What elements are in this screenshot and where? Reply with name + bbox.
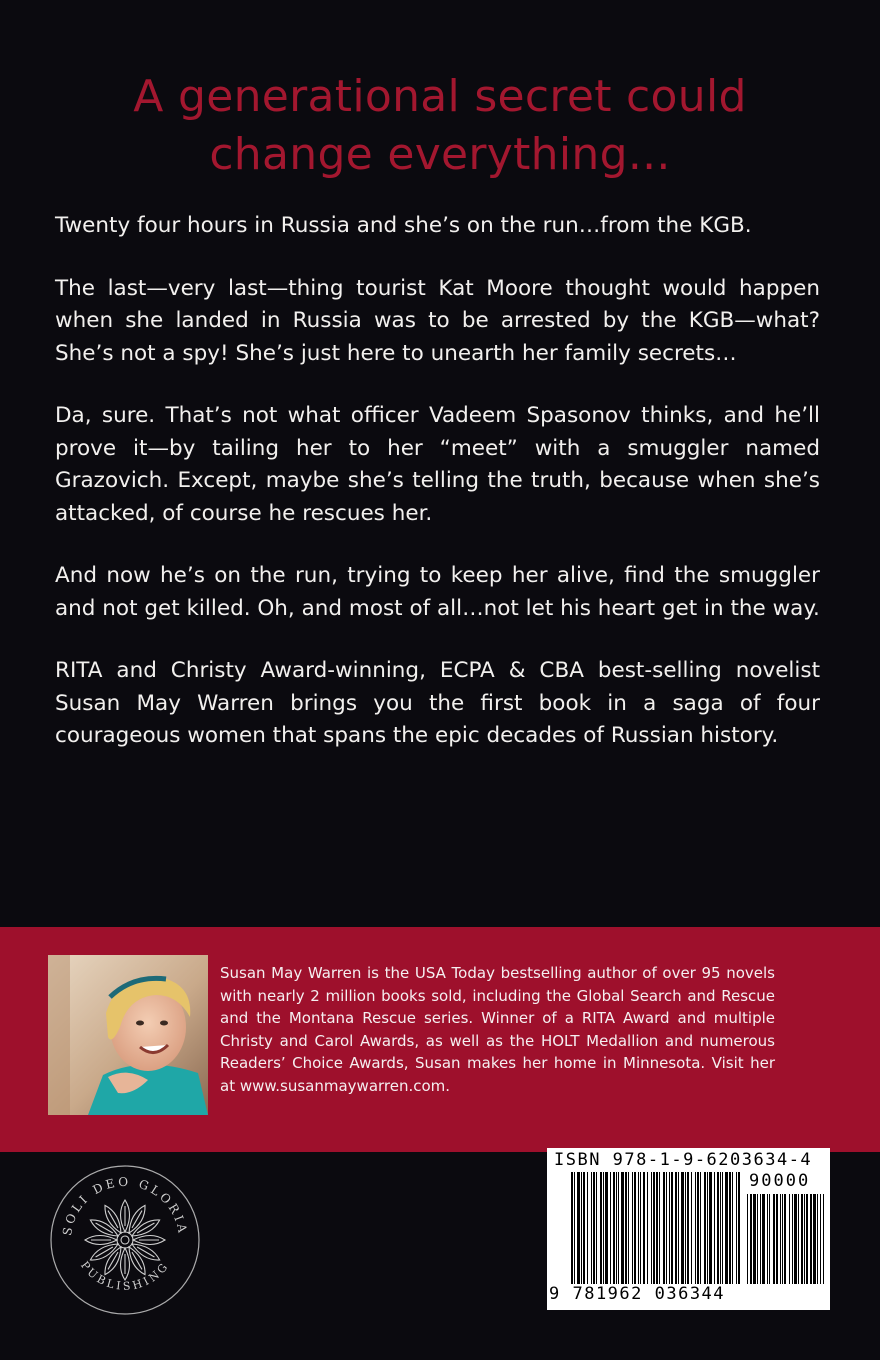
- logo-bottom-text: PUBLISHING: [78, 1258, 173, 1293]
- tagline-line-1: A generational secret could: [133, 71, 747, 122]
- ean-digits: 9 781962 036344: [549, 1284, 726, 1304]
- tagline-line-2: change everything...: [209, 129, 671, 180]
- isbn-barcode: [547, 1148, 830, 1310]
- book-blurb: [55, 210, 820, 783]
- author-photo: [48, 955, 208, 1115]
- author-bio: Susan May Warren is the USA Today bestselling author of over 95 novels with nearly 2 million books sold, including the Global Search and Rescue and the Montana Rescue series. Winner of a RITA Award and multiple Christy and Carol Awards, as well as the HOLT Medallion and numerous Readers’ Choice Awards, Susan makes her home in Minnesota. Visit her at www.susanmaywarren.com.: [220, 964, 775, 1095]
- sunflower-seal-icon: [45, 1160, 205, 1320]
- blurb-paragraph-2: The last—very last—thing tourist Kat Moore thought would happen when she landed in Russia was to be arrested by the KGB—what? She’s not a spy! She’s just here to unearth her family secrets…: [55, 275, 820, 366]
- isbn-label: ISBN 978-1-9-6203634-4: [554, 1150, 813, 1170]
- tagline-headline: [60, 68, 820, 184]
- logo-top-text: SOLI DEO GLORIA: [60, 1174, 190, 1237]
- blurb-paragraph-3: Da, sure. That’s not what officer Vadeem Spasonov thinks, and he’ll prove it—by tailing her to her “meet” with a smuggler named Grazovich. Except, maybe she’s telling the truth, because when she’s attacked, of course he rescues her.: [55, 403, 820, 526]
- blurb-paragraph-1: Twenty four hours in Russia and she’s on the run…from the KGB.: [55, 213, 752, 238]
- svg-text:SOLI DEO GLORIA: [60, 1175, 190, 1237]
- blurb-paragraph-5: RITA and Christy Award-winning, ECPA & CBA best-selling novelist Susan May Warren brings you the first book in a saga of four courageous women that spans the epic decades of Russian history.: [55, 658, 820, 748]
- publisher-logo: [45, 1160, 205, 1320]
- price-code: 90000: [749, 1171, 811, 1191]
- blurb-paragraph-4: And now he’s on the run, trying to keep her alive, find the smuggler and not get killed. Oh, and most of all…not let his heart get in the way.: [55, 563, 820, 621]
